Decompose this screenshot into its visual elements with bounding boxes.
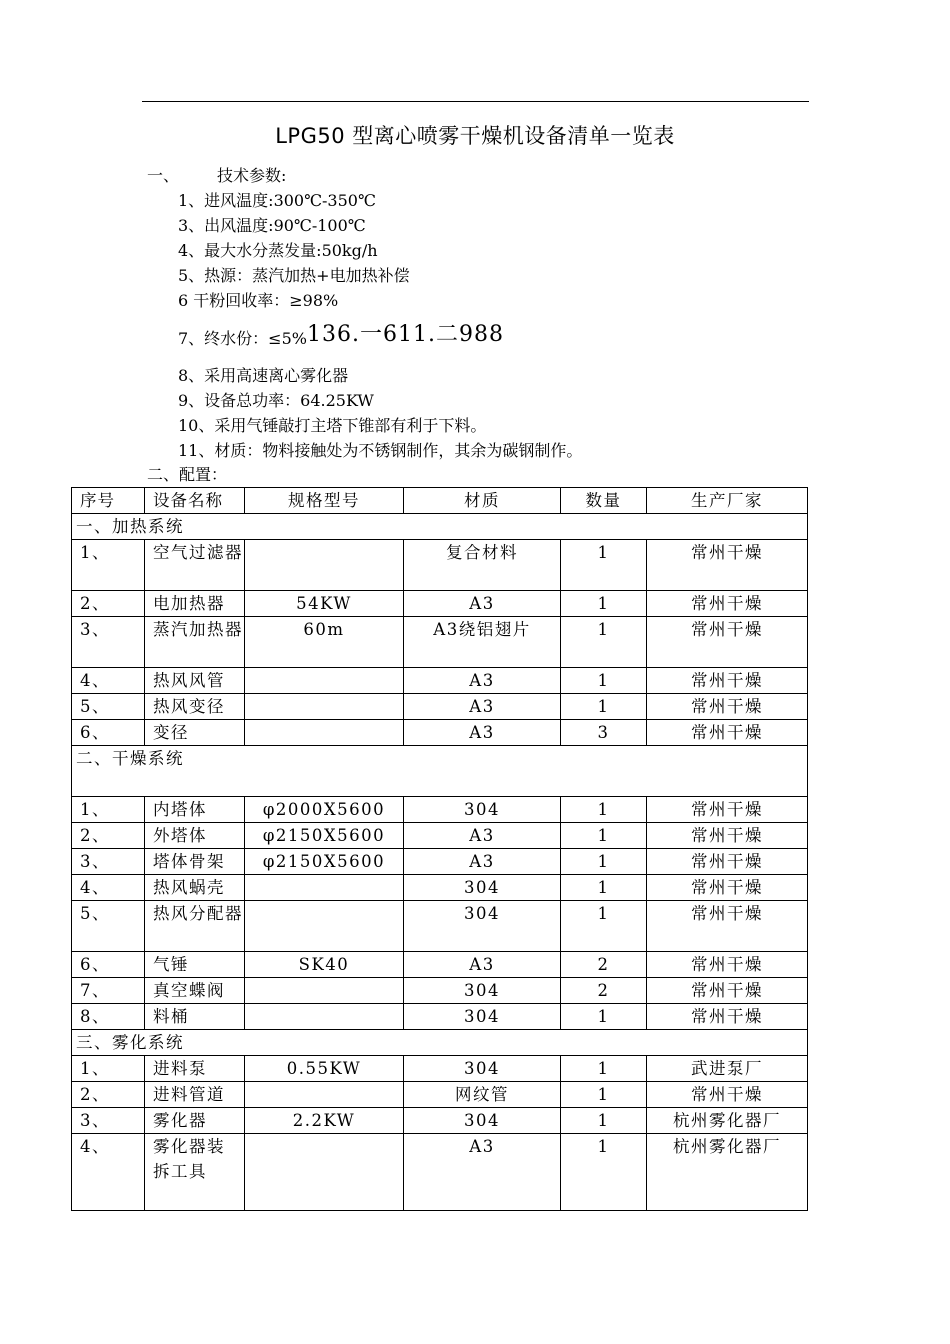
table-row: [72, 617, 808, 668]
table-cell: 空气过滤器: [145, 540, 245, 591]
table-cell: 1: [561, 875, 647, 901]
table-cell: 常州干燥: [647, 823, 808, 849]
table-cell: 6、: [72, 952, 145, 978]
table-cell: 常州干燥: [647, 1004, 808, 1030]
table-cell: 雾化器: [145, 1108, 245, 1134]
table-row: [72, 668, 808, 694]
param-line: 11、材质：物料接触处为不锈钢制作，其余为碳钢制作。: [178, 441, 583, 460]
table-cell: 常州干燥: [647, 591, 808, 617]
table-cell: 304: [404, 797, 561, 823]
table-row: [72, 797, 808, 823]
table-cell: 1: [561, 1108, 647, 1134]
table-cell: [245, 875, 404, 901]
table-row: [72, 901, 808, 952]
table-cell: 60m: [245, 617, 404, 668]
table-cell: 7、: [72, 978, 145, 1004]
table-cell: 1: [561, 1082, 647, 1108]
table-cell: 6、: [72, 720, 145, 746]
table-cell: 热风蜗壳: [145, 875, 245, 901]
param-7-text: 7、终水份：≤5%: [178, 329, 307, 348]
table-cell: A3: [404, 720, 561, 746]
equipment-table: [71, 487, 808, 1211]
table-cell: 进料泵: [145, 1056, 245, 1082]
document-title: LPG50 型离心喷雾干燥机设备清单一览表: [275, 124, 675, 148]
table-cell: 3、: [72, 1108, 145, 1134]
table-cell: 真空蝶阀: [145, 978, 245, 1004]
table-cell: 常州干燥: [647, 849, 808, 875]
table-section-row: [72, 1030, 808, 1056]
table-row: [72, 1082, 808, 1108]
table-cell: [245, 720, 404, 746]
column-header: 序号: [72, 488, 145, 514]
table-cell: A3: [404, 952, 561, 978]
table-cell: [245, 668, 404, 694]
column-header: 生产厂家: [647, 488, 808, 514]
table-cell: 变径: [145, 720, 245, 746]
table-cell: 0.55KW: [245, 1056, 404, 1082]
section-config: 二、配置：: [147, 465, 228, 484]
table-cell: 5、: [72, 694, 145, 720]
table-cell: 304: [404, 901, 561, 952]
table-cell: 2、: [72, 823, 145, 849]
table-cell: 常州干燥: [647, 720, 808, 746]
table-cell: 4、: [72, 875, 145, 901]
table-cell: [245, 1082, 404, 1108]
table-cell: 电加热器: [145, 591, 245, 617]
column-header: 数量: [561, 488, 647, 514]
param-line: 10、采用气锤敲打主塔下锥部有利于下料。: [178, 416, 487, 435]
table-cell: 常州干燥: [647, 901, 808, 952]
table-cell: 杭州雾化器厂: [647, 1134, 808, 1211]
table-cell: 杭州雾化器厂: [647, 1108, 808, 1134]
table-cell: 2.2KW: [245, 1108, 404, 1134]
table-cell: 热风变径: [145, 694, 245, 720]
table-cell: A3: [404, 823, 561, 849]
table-row: [72, 875, 808, 901]
param-line: 1、进风温度:300℃-350℃: [178, 191, 376, 210]
table-cell: 1: [561, 1056, 647, 1082]
param-line: 8、采用高速离心雾化器: [178, 366, 349, 385]
param-line: 4、最大水分蒸发量:50kg/h: [178, 241, 378, 260]
table-cell: 4、: [72, 1134, 145, 1211]
table-cell: [245, 901, 404, 952]
table-cell: 复合材料: [404, 540, 561, 591]
table-cell: 1: [561, 1004, 647, 1030]
table-cell: A3: [404, 668, 561, 694]
table-cell: 进料管道: [145, 1082, 245, 1108]
table-cell: 1: [561, 591, 647, 617]
table-cell: A3: [404, 849, 561, 875]
table-cell: 内塔体: [145, 797, 245, 823]
table-cell: 常州干燥: [647, 540, 808, 591]
table-cell: 8、: [72, 1004, 145, 1030]
table-cell: 2: [561, 978, 647, 1004]
table-row: [72, 1056, 808, 1082]
table-cell: 304: [404, 978, 561, 1004]
table-cell: 1: [561, 540, 647, 591]
table-row: [72, 1134, 808, 1211]
table-cell: 料桶: [145, 1004, 245, 1030]
table-cell: 雾化器装拆工具: [145, 1134, 245, 1211]
section-title: 一、加热系统: [72, 514, 808, 540]
table-cell: [245, 1134, 404, 1211]
table-cell: 1: [561, 1134, 647, 1211]
column-header: 设备名称: [145, 488, 245, 514]
table-cell: A3: [404, 1134, 561, 1211]
table-cell: 塔体骨架: [145, 849, 245, 875]
table-cell: 5、: [72, 901, 145, 952]
section-tech-params: [147, 166, 286, 186]
table-body: [72, 488, 808, 1211]
table-cell: 常州干燥: [647, 1082, 808, 1108]
table-cell: 304: [404, 1004, 561, 1030]
param-line: 5、热源：蒸汽加热+电加热补偿: [178, 266, 410, 285]
table-cell: 常州干燥: [647, 617, 808, 668]
table-row: [72, 849, 808, 875]
section-label: 技术参数:: [217, 166, 287, 185]
table-cell: 常州干燥: [647, 668, 808, 694]
table-cell: 常州干燥: [647, 797, 808, 823]
param-line: 9、设备总功率：64.25KW: [178, 391, 374, 410]
table-section-row: [72, 746, 808, 797]
table-cell: 网纹管: [404, 1082, 561, 1108]
table-cell: 1: [561, 823, 647, 849]
table-cell: 1、: [72, 797, 145, 823]
table-cell: 3: [561, 720, 647, 746]
table-cell: [245, 694, 404, 720]
table-cell: 1: [561, 617, 647, 668]
table-cell: 304: [404, 1108, 561, 1134]
table-cell: A3: [404, 694, 561, 720]
table-section-row: [72, 514, 808, 540]
table-header-row: [72, 488, 808, 514]
table-cell: [245, 978, 404, 1004]
table-cell: 常州干燥: [647, 694, 808, 720]
column-header: 材质: [404, 488, 561, 514]
table-cell: SK40: [245, 952, 404, 978]
section-title: 三、雾化系统: [72, 1030, 808, 1056]
table-cell: 4、: [72, 668, 145, 694]
table-cell: φ2000X5600: [245, 797, 404, 823]
table-row: [72, 591, 808, 617]
table-cell: 外塔体: [145, 823, 245, 849]
table-cell: 常州干燥: [647, 875, 808, 901]
table-cell: A3绕铝翅片: [404, 617, 561, 668]
table-row: [72, 1108, 808, 1134]
table-cell: φ2150X5600: [245, 823, 404, 849]
table-row: [72, 823, 808, 849]
table-cell: 热风分配器: [145, 901, 245, 952]
table-cell: 武进泵厂: [647, 1056, 808, 1082]
table-cell: [245, 540, 404, 591]
table-row: [72, 720, 808, 746]
table-cell: 1: [561, 849, 647, 875]
table-cell: 1: [561, 668, 647, 694]
table-cell: [245, 1004, 404, 1030]
table-cell: 1: [561, 797, 647, 823]
table-row: [72, 694, 808, 720]
table-cell: 2、: [72, 591, 145, 617]
table-cell: 1、: [72, 1056, 145, 1082]
phone-number: 136.一611.二988: [306, 322, 504, 347]
table-cell: 3、: [72, 849, 145, 875]
column-header: 规格型号: [245, 488, 404, 514]
table-cell: 1、: [72, 540, 145, 591]
table-cell: 常州干燥: [647, 952, 808, 978]
table-row: [72, 978, 808, 1004]
table-cell: 蒸汽加热器: [145, 617, 245, 668]
table-cell: φ2150X5600: [245, 849, 404, 875]
table-row: [72, 540, 808, 591]
param-line-7: [178, 322, 504, 349]
table-cell: 2、: [72, 1082, 145, 1108]
section-number: 一、: [147, 166, 180, 185]
table-cell: A3: [404, 591, 561, 617]
section-title: 二、干燥系统: [72, 746, 808, 797]
table-cell: 304: [404, 875, 561, 901]
param-line: 6 干粉回收率：≥98%: [178, 291, 339, 310]
table-cell: 1: [561, 694, 647, 720]
table-cell: 2: [561, 952, 647, 978]
table-cell: 气锤: [145, 952, 245, 978]
table-row: [72, 1004, 808, 1030]
table-cell: 3、: [72, 617, 145, 668]
table-cell: 1: [561, 901, 647, 952]
top-rule: [142, 101, 809, 102]
table-row: [72, 952, 808, 978]
table-cell: 常州干燥: [647, 978, 808, 1004]
table-cell: 热风风管: [145, 668, 245, 694]
table-cell: 54KW: [245, 591, 404, 617]
table-cell: 304: [404, 1056, 561, 1082]
param-line: 3、出风温度:90℃-100℃: [178, 216, 366, 235]
